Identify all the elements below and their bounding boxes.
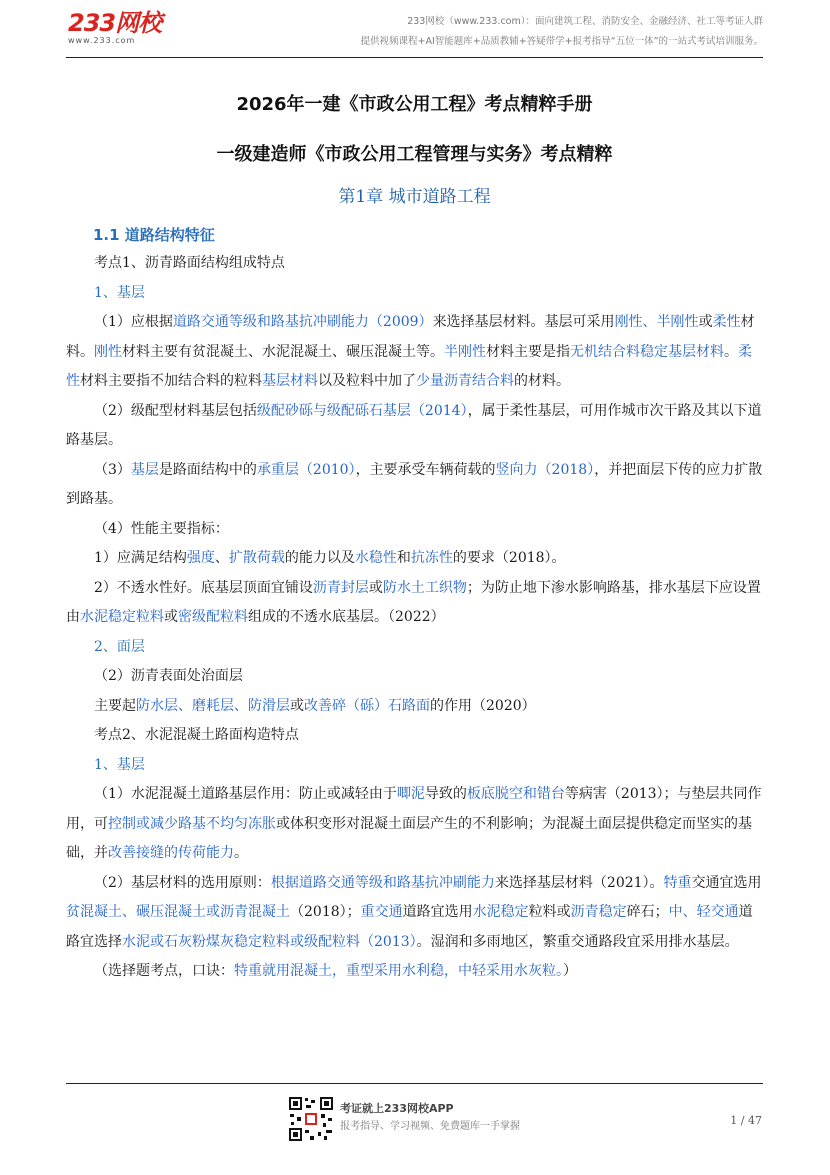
highlight-text: 改善碎（砾）石路面	[304, 697, 430, 714]
footer-divider	[66, 1083, 763, 1084]
paragraph	[66, 957, 763, 987]
page-number: 1 / 47	[730, 1114, 762, 1127]
paragraph	[66, 397, 763, 456]
paragraph	[66, 456, 763, 515]
text-run: ，主要承受车辆荷载的	[355, 461, 496, 478]
highlight-text: 柔性	[712, 314, 741, 330]
highlight-text: 根据道路交通等级和路基抗冲刷能力	[270, 874, 495, 891]
highlight-text: 级配砂砾与级配砾石基层（2014）	[256, 402, 468, 419]
text-run: 主要起	[94, 697, 136, 714]
text-run: 等病害（2013）；与垫层共同作用，可	[66, 786, 762, 832]
header-line-1: 233网校（www.233.com）：面向建筑工程、消防安全、金融经济、社工等考证人群	[407, 16, 763, 27]
text-run: 碎石；	[626, 904, 669, 920]
highlight-text: 无机结合料稳定基层材料	[570, 343, 724, 360]
highlight-text: 重交通	[360, 904, 403, 920]
paragraph	[66, 780, 763, 869]
point-heading: 考点1、沥青路面结构组成特点	[94, 255, 285, 271]
document-subtitle: 一级建造师《市政公用工程管理与实务》考点精粹	[216, 144, 613, 165]
subheading: 1、基层	[94, 756, 145, 773]
text-run: 来选择基层材料（2021）。	[494, 874, 664, 891]
highlight-text: 扩散荷载	[228, 550, 285, 566]
paragraph	[66, 692, 763, 722]
highlight-text: 基层材料	[262, 373, 318, 389]
chapter-heading: 第1章 城市道路工程	[338, 187, 491, 207]
text-run: 的能力以及	[284, 550, 355, 566]
subheading: 2、面层	[94, 638, 145, 655]
text-run: （2）基层材料的选用原则：	[94, 874, 271, 891]
text-run: 材料主要有贫混凝土、水泥混凝土、碾压混凝土等。	[122, 343, 444, 360]
highlight-text: 唧泥	[396, 786, 425, 802]
highlight-text: 少量沥青结合料	[416, 373, 514, 389]
text-run: （2018）；	[290, 904, 361, 920]
paragraph	[66, 308, 763, 397]
highlight-text: 密级配粒料	[178, 609, 248, 625]
highlight-text: 基层	[130, 461, 159, 478]
highlight-text: 沥青稳定	[570, 904, 627, 920]
highlight-text: 沥青封层	[312, 579, 369, 596]
text-run: 的材料。	[514, 373, 570, 389]
text-run: ；为防止地下渗水影响路基，排水基层下应设置由	[66, 579, 761, 625]
logo-text: 233网校	[68, 9, 162, 37]
text-run: 材料主要指不加结合料的粒料	[80, 373, 262, 389]
text-run: 来选择基层材料。基层可采用	[432, 314, 615, 330]
highlight-text: 柔性	[66, 343, 752, 389]
text-run: 的作用（2020）	[430, 697, 536, 714]
highlight-text: 贫混凝土、碾压混凝土或沥青混凝土	[66, 904, 290, 920]
highlight-text: 特重	[663, 874, 692, 891]
text-run: （1）水泥混凝土道路基层作用：防止或减轻由于	[94, 786, 397, 802]
text-run: 是路面结构中的	[158, 461, 257, 478]
text-run: 1）应满足结构	[94, 550, 187, 566]
document-body	[66, 84, 763, 987]
highlight-text: 道路交通等级和路基抗冲刷能力（2009）	[172, 314, 433, 330]
text-run: 。	[724, 343, 738, 360]
text-run: 交通宜选用	[691, 874, 762, 891]
document-title: 2026年一建《市政公用工程》考点精粹手册	[236, 94, 593, 115]
text-run: （2）级配型材料基层包括	[94, 402, 257, 419]
text-run: 、	[214, 550, 229, 566]
qr-code-icon[interactable]	[288, 1096, 334, 1142]
highlight-text: 防水层、磨耗层、防滑层	[136, 697, 290, 714]
header-line-2: 提供视频课程+AI智能题库+品质教辅+答疑带学+报考指导“五位一体”的一站式考试培训服务。	[360, 36, 763, 47]
text-run: 或	[164, 609, 178, 625]
paragraph: （2）沥青表面处治面层	[94, 668, 243, 684]
text-run: 的要求（2018）。	[452, 550, 566, 566]
highlight-text: 水泥稳定粒料	[80, 609, 164, 625]
paragraph: （4）性能主要指标：	[94, 520, 229, 537]
text-run: 。	[234, 845, 248, 861]
logo[interactable]	[68, 10, 188, 50]
page-header	[66, 8, 763, 60]
text-run: ，属于柔性基层，可用作城市次干路及其以下道路基层。	[66, 402, 762, 448]
text-run: 和	[396, 550, 411, 566]
text-run: 或	[290, 697, 304, 714]
footer-app-name: 考证就上233网校APP	[340, 1102, 454, 1115]
footer-promo	[340, 1100, 520, 1136]
point-heading: 考点2、水泥混凝土路面构造特点	[94, 727, 299, 743]
header-description	[361, 12, 764, 52]
subheading: 1、基层	[94, 284, 145, 301]
text-run: 道路宜选择	[66, 904, 753, 950]
text-run: 或	[368, 579, 383, 596]
footer-slogan: 报考指导、学习视频、免费题库一手掌握	[340, 1121, 520, 1132]
text-run: 道路宜选用	[402, 904, 473, 920]
highlight-text: 控制或减少路基不均匀冻胀	[108, 815, 276, 832]
highlight-text: 特重就用混凝土，重型采用水利稳，中轻采用水灰粒。	[234, 963, 563, 979]
text-run: 或	[698, 314, 713, 330]
text-run: ）	[563, 963, 577, 979]
paragraph	[66, 544, 763, 574]
text-run: （1）应根据	[94, 314, 173, 330]
highlight-text: 竖向力（2018）	[495, 461, 595, 478]
text-run: 组成的不透水底基层。（2022）	[248, 609, 445, 625]
text-run: 以及粒料中加了	[318, 373, 416, 389]
text-run: ，并把面层下传的应力扩散到路基。	[66, 461, 763, 507]
highlight-text: 抗冻性	[410, 550, 453, 566]
highlight-text: 水泥或石灰粉煤灰稳定粒料或级配粒料（2013）	[122, 933, 417, 950]
highlight-text: 刚性	[94, 343, 122, 360]
text-run: 导致的	[424, 786, 467, 802]
text-run: 材料。	[66, 314, 755, 360]
paragraph	[66, 574, 763, 633]
text-run: （3）	[94, 461, 131, 478]
text-run: 粒料或	[528, 904, 571, 920]
highlight-text: 半刚性	[444, 343, 486, 360]
highlight-text: 中、轻交通	[668, 904, 739, 920]
highlight-text: 水泥稳定	[472, 904, 529, 920]
logo-url: www.233.com	[68, 36, 136, 45]
highlight-text: 强度	[186, 550, 215, 566]
text-run: 。湿润和多雨地区，繁重交通路段宜采用排水基层。	[416, 933, 739, 950]
highlight-text: 刚性、半刚性	[614, 314, 699, 330]
text-run: 2）不透水性好。底基层顶面宜铺设	[94, 579, 313, 596]
highlight-text: 板底脱空和错台	[466, 786, 565, 802]
highlight-text: 承重层（2010）	[256, 461, 356, 478]
highlight-text: 改善接缝的传荷能力	[108, 845, 234, 861]
text-run: 或体积变形对混凝土面层产生的不利影响；为混凝土面层提供稳定而坚实的基础，并	[66, 815, 752, 861]
highlight-text: 水稳性	[354, 550, 397, 566]
highlight-text: 防水土工织物	[382, 579, 467, 596]
paragraph	[66, 869, 763, 958]
section-heading: 1.1 道路结构特征	[93, 226, 215, 244]
header-divider	[66, 57, 763, 58]
text-run: 材料主要是指	[486, 343, 570, 360]
text-run: （选择题考点，口诀：	[94, 963, 234, 979]
